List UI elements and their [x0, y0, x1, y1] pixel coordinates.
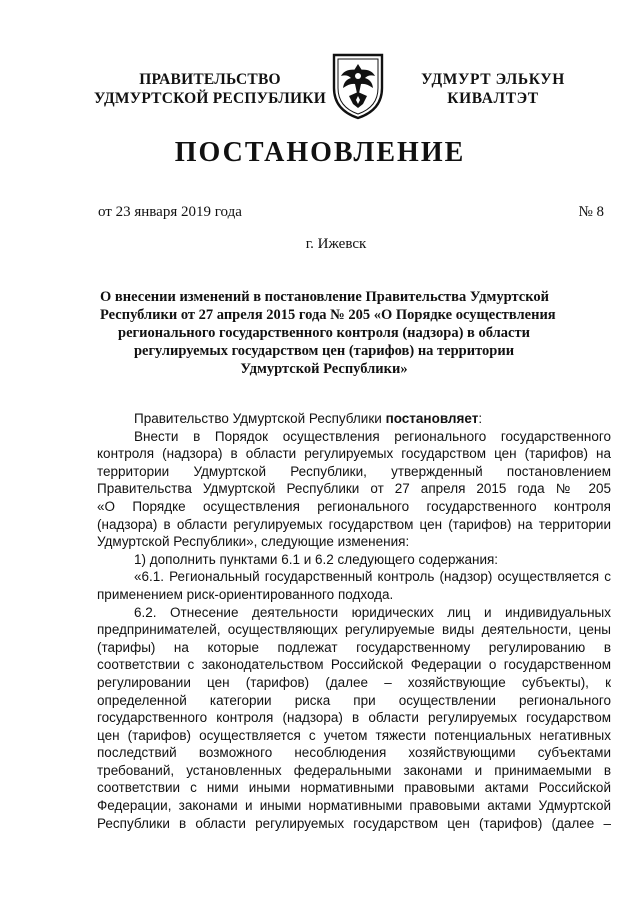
body-line: (надзора) в области регулируемых государством цен (тарифов) на территории: [97, 516, 611, 532]
coat-of-arms-icon: [331, 52, 385, 120]
issuer-russian: [80, 70, 340, 108]
body-line: Внести в Порядок осуществления регионального государственного: [134, 428, 611, 444]
body-line: государственного контроля (надзора) в области регулируемых государством: [97, 710, 611, 726]
document-subject: [100, 288, 556, 378]
body-line: Удмуртской Республики», следующие изменения:: [97, 534, 410, 550]
document-date: от 23 января 2019 года: [98, 204, 242, 220]
body-line: определенной категории риска при осуществлении регионального: [97, 692, 611, 708]
body-line: предпринимателей, осуществляющих регулируемые виды деятельности, цены: [97, 622, 611, 638]
body-line: территории Удмуртской Республики, утвержденный постановлением: [97, 463, 611, 479]
document-title: ПОСТАНОВЛЕНИЕ: [174, 137, 466, 168]
subject-line: регулируемых государством цен (тарифов) на территории: [133, 343, 515, 359]
issuer-udmurt-line-1: УДМУРТ ЭЛЬКУН: [421, 71, 565, 88]
body-line: последствий возможного несоблюдения хозяйствующими субъектами: [97, 745, 611, 761]
body-line: Республики в области регулируемых государством цен (тарифов) (далее –: [97, 815, 611, 831]
body-line: контроля (надзора) в области регулируемых государством цен (тарифов) на: [97, 446, 611, 462]
document-city: г. Ижевск: [305, 236, 367, 252]
issuer-udmurt-line-2: КИВАЛТЭТ: [447, 90, 539, 107]
body-line: 1) дополнить пунктами 6.1 и 6.2 следующего содержания:: [134, 551, 499, 567]
body-line: «6.1. Региональный государственный контроль (надзор) осуществляется с: [134, 569, 611, 585]
body-line: (тарифы) на которые подлежат государственному регулированию в: [97, 639, 611, 655]
body-line: соответствии с ними иными нормативными правовыми актами Российской: [97, 780, 611, 796]
body-line: соответствии с законодательством Российской Федерации о государственном: [97, 657, 611, 673]
body-line: Правительства Удмуртской Республики от 27 апреля 2015 года № 205: [97, 481, 611, 497]
body-line: цен (тарифов) осуществляется с учетом тяжести потенциальных негативных: [97, 727, 611, 743]
subject-line: Удмуртской Республики»: [240, 361, 408, 377]
body-line: «О Порядке осуществления регионального государственного контроля: [97, 498, 611, 514]
issuer-udmurt: [404, 70, 582, 108]
body-line: Федерации, законами и иными нормативными правовыми актами Удмуртской: [97, 798, 611, 814]
intro-colon: :: [478, 411, 483, 426]
body-line: регулировании цен (тарифов) (далее – хозяйствующие субъекты), к: [97, 674, 611, 690]
document-number: № 8: [578, 204, 604, 220]
subject-line: регионального государственного контроля (надзора) в области: [118, 325, 530, 341]
subject-line: О внесении изменений в постановление Правительства Удмуртской: [100, 289, 549, 305]
intro-line: [97, 410, 611, 428]
subject-line: Республики от 27 апреля 2015 года № 205 «О Порядке осуществления: [100, 307, 556, 323]
intro-text: Правительство Удмуртской Республики: [134, 411, 386, 426]
body-line: 6.2. Отнесение деятельности юридических лиц и индивидуальных: [134, 604, 611, 620]
body-line: требований, установленных федеральными законами и принимаемыми в: [97, 762, 611, 778]
document-body: [97, 410, 611, 832]
issuer-russian-line-2: УДМУРТСКОЙ РЕСПУБЛИКИ: [94, 90, 326, 107]
issuer-russian-line-1: ПРАВИТЕЛЬСТВО: [139, 71, 281, 88]
body-line: применением риск-ориентированного подхода.: [97, 586, 394, 602]
intro-keyword: постановляет: [385, 411, 479, 426]
